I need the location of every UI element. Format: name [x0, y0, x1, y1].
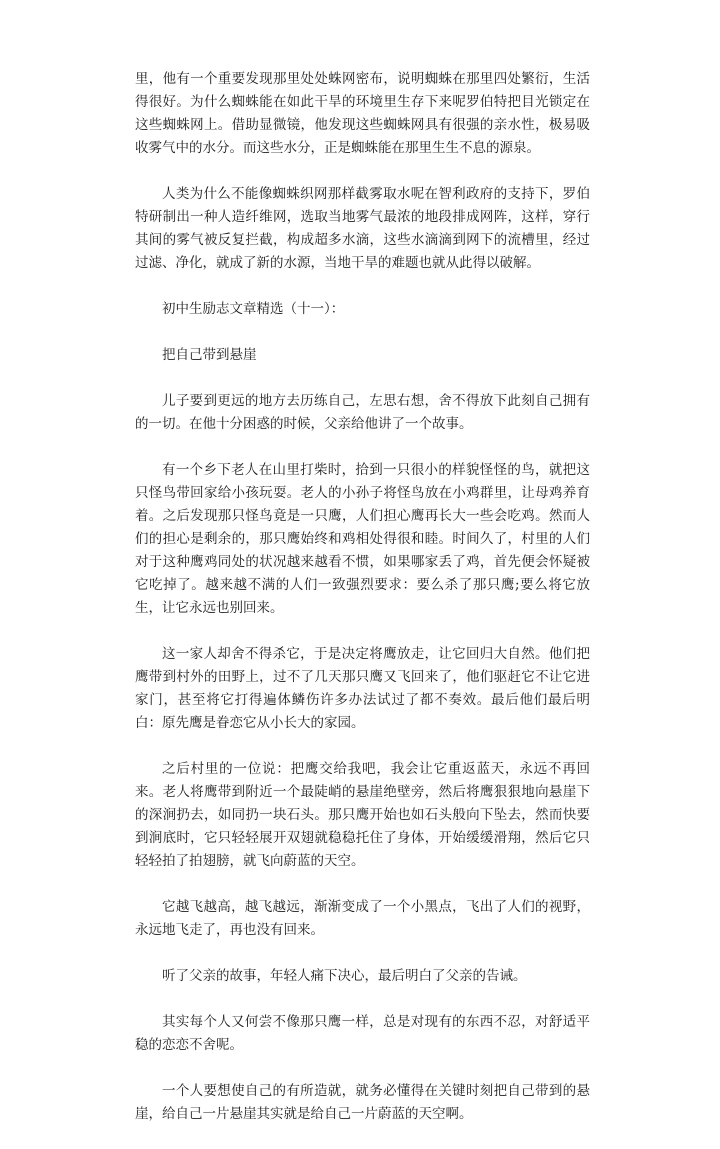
paragraph-son-decides: 听了父亲的故事，年轻人痛下决心，最后明白了父亲的告诫。	[162, 968, 527, 984]
paragraph-spider-discovery: 里，他有一个重要发现那里处处蛛网密布，说明蜘蛛在那里四处繁衍，生活得很好。为什么蜘蛛能在如此干旱的环境里生存下来呢罗伯特把目光锁定在这些蜘蛛网上。借助显微镜，他发现这些蜘蛛网具有很强的亲水性，极易吸收雾气中的水分。而这些水分，正是蜘蛛能在那里生生不息的源泉。	[135, 71, 590, 156]
paragraph-reflection: 其实每个人又何尝不像那只鹰一样，总是对现有的东西不忍，对舒适平稳的恋恋不舍呢。	[135, 1014, 590, 1053]
article-title: 把自己带到悬崖	[162, 347, 257, 363]
paragraph-son-intro: 儿子要到更远的地方去历练自己，左思右想，舍不得放下此刻自己拥有的一切。在他十分困惑的时候，父亲给他讲了一个故事。	[135, 393, 590, 432]
document-page	[135, 68, 590, 1149]
paragraph-artificial-net: 人类为什么不能像蜘蛛织网那样截雾取水呢在智利政府的支持下，罗伯特研制出一种人造纤维网，选取当地雾气最浓的地段排成网阵，这样，穿行其间的雾气被反复拦截，构成超多水滴，这些水滴滴到网下的流槽里，经过过滤、净化，就成了新的水源，当地干旱的难题也就从此得以破解。	[135, 186, 590, 271]
paragraph-eagle-released: 这一家人却舍不得杀它，于是决定将鹰放走，让它回归大自然。他们把鹰带到村外的田野上，过不了几天那只鹰又飞回来了，他们驱赶它不让它进家门，甚至将它打得遍体鳞伤许多办法试过了都不奏效。最后他们最后明白：原先鹰是眷恋它从小长大的家园。	[135, 646, 590, 731]
paragraph-cliff-throw: 之后村里的一位说：把鹰交给我吧，我会让它重返蓝天，永远不再回来。老人将鹰带到附近一个最陡峭的悬崖绝壁旁，然后将鹰狠狠地向悬崖下的深涧扔去，如同扔一块石头。那只鹰开始也如石头般向下坠去，然而快要到涧底时，它只轻轻展开双翅就稳稳托住了身体，开始缓缓滑翔，然后它只轻轻拍了拍翅膀，就飞向蔚蓝的天空。	[135, 761, 590, 869]
paragraph-eagle-found: 有一个乡下老人在山里打柴时，拾到一只很小的样貌怪怪的鸟，就把这只怪鸟带回家给小孩玩耍。老人的小孙子将怪鸟放在小鸡群里，让母鸡养育着。之后发现那只怪鸟竟是一只鹰，人们担心鹰再长大一些会吃鸡。然而人们的担心是剩余的，那只鹰始终和鸡相处得很和睦。时间久了，村里的人们对于这种鹰鸡同处的状况越来越看不惯，如果哪家丢了鸡，首先便会怀疑被它吃掉了。越来越不满的人们一致强烈要求：要么杀了那只鹰;要么将它放生，让它永远也别回来。	[135, 462, 590, 616]
section-heading: 初中生励志文章精选（十一）：	[162, 301, 345, 317]
paragraph-conclusion: 一个人要想使自己的有所造就，就务必懂得在关键时刻把自己带到的悬崖，给自己一片悬崖其实就是给自己一片蔚蓝的天空啊。	[135, 1083, 590, 1122]
paragraph-eagle-flies-away: 它越飞越高，越飞越远，渐渐变成了一个小黑点，飞出了人们的视野，永远地飞走了，再也没有回来。	[135, 899, 590, 938]
